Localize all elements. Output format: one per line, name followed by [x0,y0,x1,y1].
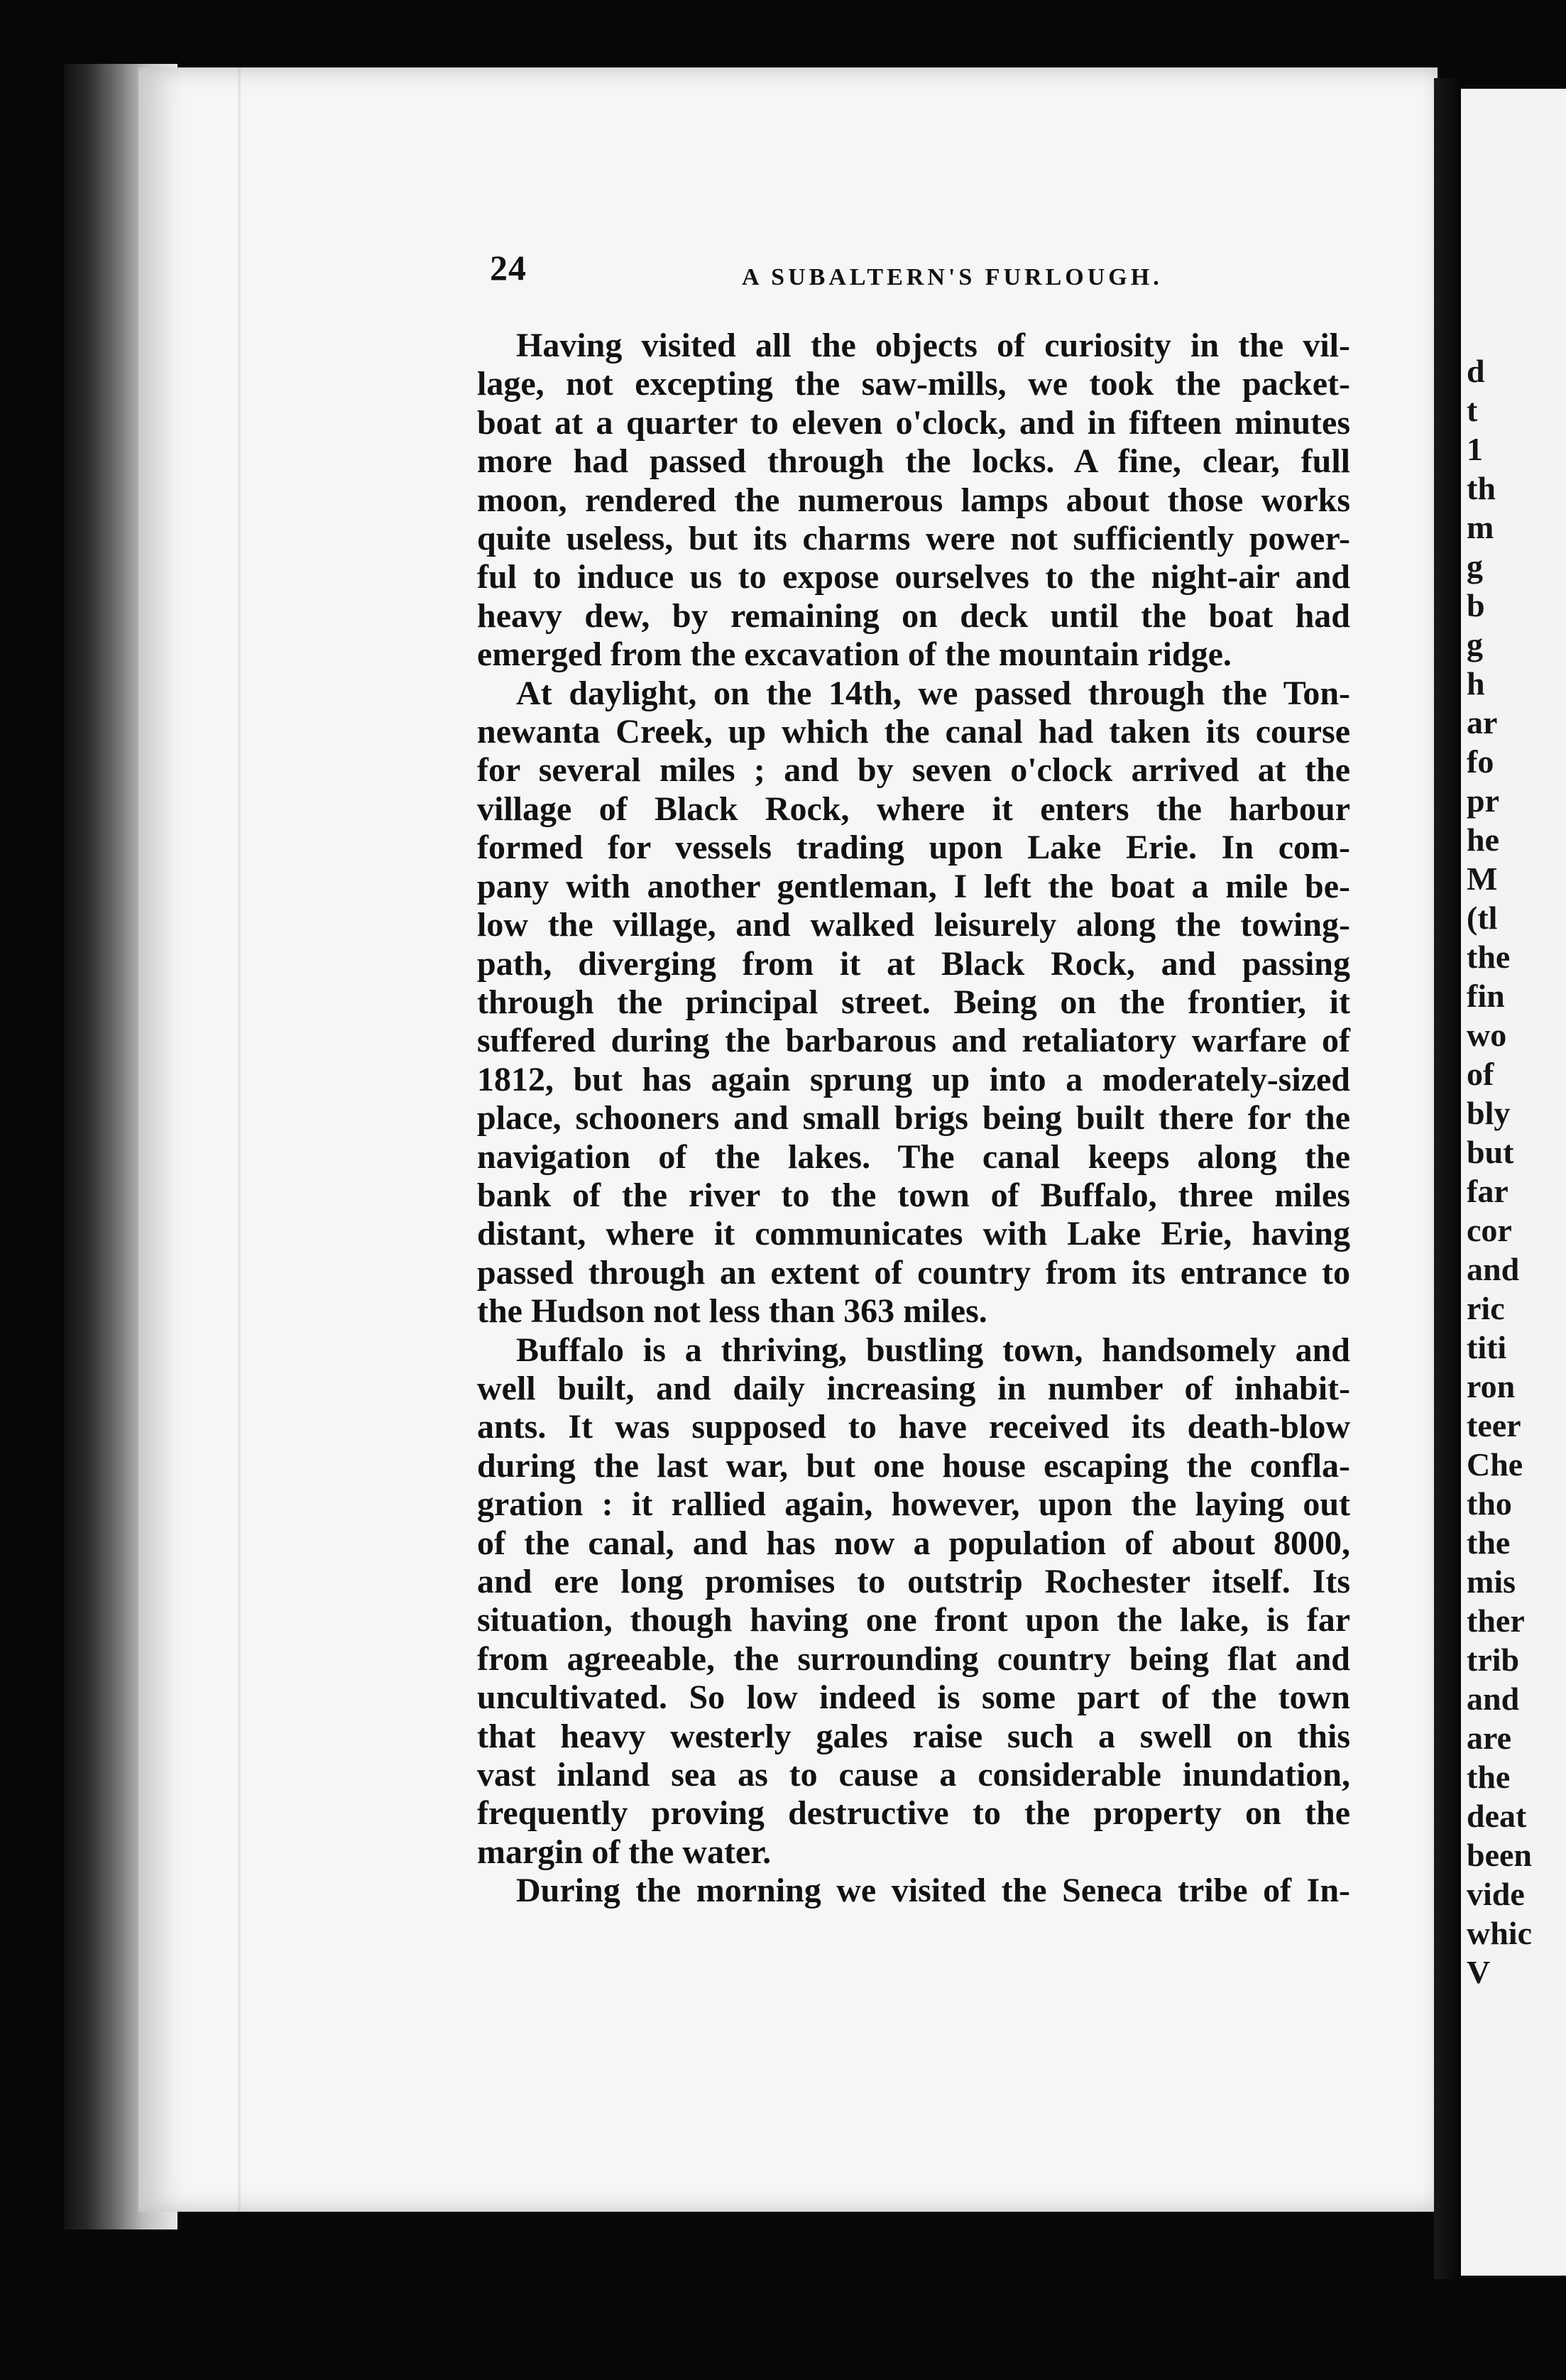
text-line: village of Black Rock, where it enters the harbour [477,790,1350,828]
text-line: emerged from the excavation of the mountain ridge. [477,635,1232,674]
text-line: ful to induce us to expose ourselves to the night-air and [477,558,1350,596]
text-line: situation, though having one front upon the lake, is far [477,1601,1350,1639]
running-title: A SUBALTERN'S FURLOUGH. [742,264,1163,290]
text-line: well built, and daily increasing in number of inhabit- [477,1369,1350,1407]
text-line: place, schooners and small brigs being built there for the [477,1099,1350,1137]
text-line: margin of the water. [477,1833,772,1871]
text-line: At daylight, on the 14th, we passed through the Ton- [516,674,1350,712]
next-page-fragment: deat [1467,1798,1527,1834]
text-line: boat at a quarter to eleven o'clock, and in fifteen minutes [477,403,1350,442]
next-page-fragment: whic [1467,1915,1532,1951]
next-page-fragment: wo [1467,1017,1507,1053]
next-page-fragment: been [1467,1837,1532,1873]
text-line: for several miles ; and by seven o'clock arrived at the [477,751,1350,790]
next-page-fragment: ar [1467,704,1498,741]
text-line: suffered during the barbarous and retaliatory warfare of [477,1022,1350,1060]
text-line: newanta Creek, up which the canal had taken its course [477,713,1350,751]
text-line: more had passed through the locks. A fine, clear, full [477,442,1350,481]
next-page-fragment: V [1467,1954,1491,1990]
next-page-fragment: cor [1467,1212,1512,1248]
next-page-fragment: ron [1467,1368,1516,1404]
text-line: bank of the river to the town of Buffalo, three miles [477,1176,1350,1214]
next-page-fragment: the [1467,1759,1511,1795]
next-page-fragment: vide [1467,1876,1525,1912]
next-page-fragment: b [1467,587,1485,623]
text-line: distant, where it communicates with Lake Erie, having [477,1215,1350,1253]
text-line: and ere long promises to outstrip Rochester itself. Its [477,1563,1350,1600]
next-page-fragment: and [1467,1251,1520,1287]
book-gutter [1434,78,1462,2279]
next-page-fragment: m [1467,509,1494,545]
text-line: of the canal, and has now a population of about 8000, [477,1524,1350,1562]
next-page-fragment: ther [1467,1603,1525,1639]
text-line: gration : it rallied again, however, upon the laying out [477,1485,1350,1524]
next-page-fragment: g [1467,626,1483,662]
next-page-fragment: he [1467,821,1499,858]
next-page-fragment: ric [1467,1290,1505,1326]
next-page-fragment: but [1467,1134,1514,1170]
text-line: from agreeable, the surrounding country being flat and [477,1639,1350,1678]
text-line: formed for vessels trading upon Lake Erie. In com- [477,829,1350,867]
text-line: the Hudson not less than 363 miles. [477,1292,987,1331]
next-page-fragment: bly [1467,1095,1511,1131]
text-line: quite useless, but its charms were not sufficiently power- [477,520,1350,558]
next-page-fragment: g [1467,548,1483,584]
text-line: heavy dew, by remaining on deck until the boat had [477,596,1350,635]
text-line: low the village, and walked leisurely along the towing- [477,906,1350,944]
next-page-fragment: h [1467,665,1485,702]
next-page-fragment: mis [1467,1563,1516,1600]
text-line: Buffalo is a thriving, bustling town, handsomely and [516,1331,1350,1369]
next-page-fragment: pr [1467,782,1499,819]
text-line: During the morning we visited the Seneca tribe of In- [516,1872,1350,1910]
next-page-fragment: the [1467,939,1511,975]
next-page-fragment: are [1467,1720,1512,1756]
text-line: path, diverging from it at Black Rock, and passing [477,944,1350,983]
next-page-fragment: (tl [1467,900,1498,936]
next-page-fragment: t [1467,392,1478,428]
text-line: ants. It was supposed to have received its death-blow [477,1408,1350,1446]
next-page-fragment: 1 [1467,431,1483,467]
next-page-fragment: M [1467,861,1498,897]
text-line: 1812, but has again sprung up into a moderately-sized [477,1060,1350,1098]
next-page-fragment: and [1467,1681,1520,1717]
text-line: frequently proving destructive to the property on the [477,1794,1350,1833]
next-page-fragment: d [1467,353,1485,389]
next-page-fragment: th [1467,470,1496,506]
next-page-fragment: tho [1467,1485,1512,1522]
page-fold-line [238,67,241,2212]
text-line: pany with another gentleman, I left the boat a mile be- [477,867,1350,905]
next-page-fragment: the [1467,1524,1511,1561]
next-page-fragment: trib [1467,1642,1520,1678]
text-line: Having visited all the objects of curiosity in the vil- [516,327,1350,364]
text-line: moon, rendered the numerous lamps about those works [477,481,1350,519]
right-page-edge [1461,89,1566,2276]
text-line: vast inland sea as to cause a considerable inundation, [477,1756,1350,1794]
body-text [477,327,1350,1911]
next-page-fragment: titi [1467,1329,1507,1365]
text-line: uncultivated. So low indeed is some part of the town [477,1678,1350,1717]
page-number: 24 [490,248,527,288]
text-line: passed through an extent of country from its entrance to [477,1253,1350,1292]
next-page-fragment: Che [1467,1446,1523,1483]
next-page-fragment: far [1467,1173,1508,1209]
next-page-fragment: fo [1467,743,1494,780]
next-page-fragment: fin [1467,978,1505,1014]
next-page-fragment: of [1467,1056,1494,1092]
text-line: during the last war, but one house escaping the confla- [477,1446,1350,1485]
text-line: lage, not excepting the saw-mills, we took the packet- [477,365,1350,403]
text-line: that heavy westerly gales raise such a swell on this [477,1717,1350,1755]
text-line: through the principal street. Being on the frontier, it [477,983,1350,1021]
next-page-fragment: teer [1467,1407,1521,1443]
text-line: navigation of the lakes. The canal keeps along the [477,1137,1350,1176]
